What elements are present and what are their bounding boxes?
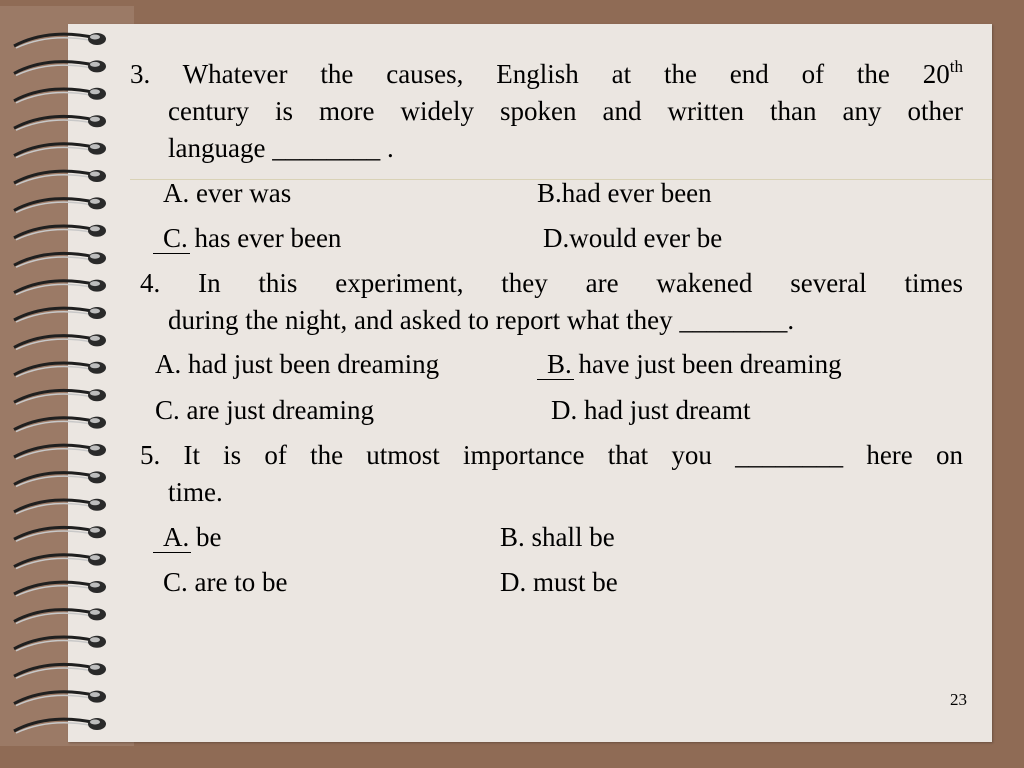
question-4-line-1: 4. In this experiment, they are wakened several times	[140, 268, 963, 298]
spiral-binding	[0, 0, 130, 768]
question-5-option-c: C. are to be	[163, 567, 288, 597]
question-5-option-d: D. must be	[500, 567, 618, 597]
spiral-ring	[14, 307, 106, 322]
spiral-ring	[14, 444, 106, 459]
question-3-option-c	[163, 220, 341, 257]
spiral-ring	[14, 691, 106, 706]
spiral-ring	[14, 526, 106, 541]
question-3-option-a: A. ever was	[163, 178, 292, 208]
question-3-option-b: B.had ever been	[537, 178, 712, 208]
question-4-line-2: during the night, and asked to report what they ________.	[168, 305, 795, 335]
question-4	[140, 265, 963, 339]
question-4-option-b-text: have just been dreaming	[571, 349, 842, 379]
spiral-ring	[14, 60, 106, 75]
question-4-option-c: C. are just dreaming	[155, 395, 374, 425]
spiral-ring	[14, 499, 106, 514]
spiral-ring	[14, 471, 106, 486]
question-3	[130, 56, 963, 167]
spiral-ring	[14, 33, 106, 48]
spiral-ring	[14, 170, 106, 185]
spiral-ring	[14, 225, 106, 240]
page-number: 23	[950, 690, 967, 709]
spiral-ring	[14, 554, 106, 569]
question-5	[140, 437, 963, 511]
spiral-ring	[14, 143, 106, 158]
question-3-line-2: century is more widely spoken and written than any other	[168, 96, 963, 126]
question-4-option-d: D. had just dreamt	[551, 395, 751, 425]
spiral-ring	[14, 115, 106, 130]
spiral-ring	[14, 389, 106, 404]
question-5-line-1: 5. It is of the utmost importance that you ________ here on	[140, 440, 963, 470]
spiral-ring	[14, 252, 106, 267]
spiral-ring	[14, 197, 106, 212]
question-4-answer-letter: B.	[547, 346, 572, 383]
question-5-option-a-text: be	[189, 522, 222, 552]
question-3-line-1: 3. Whatever the causes, English at the end of the 20	[130, 59, 950, 89]
question-3-answer-letter: C.	[163, 220, 188, 257]
spiral-ring	[14, 663, 106, 678]
question-5-option-a	[163, 519, 221, 556]
spiral-ring	[14, 608, 106, 623]
spiral-ring	[14, 334, 106, 349]
spiral-ring	[14, 636, 106, 651]
question-3-option-c-text: has ever been	[187, 223, 342, 253]
question-3-superscript: th	[949, 57, 963, 76]
spiral-ring	[14, 280, 106, 295]
question-4-option-b	[547, 346, 842, 383]
spiral-ring	[14, 88, 106, 103]
spiral-ring	[14, 581, 106, 596]
spiral-ring	[14, 362, 106, 377]
question-5-line-2: time.	[168, 477, 223, 507]
question-3-line-3: language ________ .	[168, 133, 394, 163]
question-4-option-a: A. had just been dreaming	[155, 349, 440, 379]
question-5-option-b: B. shall be	[500, 522, 615, 552]
spiral-ring	[14, 718, 106, 733]
spiral-ring	[14, 417, 106, 432]
question-3-option-d: D.would ever be	[543, 223, 723, 253]
question-5-answer-letter: A.	[163, 519, 189, 556]
